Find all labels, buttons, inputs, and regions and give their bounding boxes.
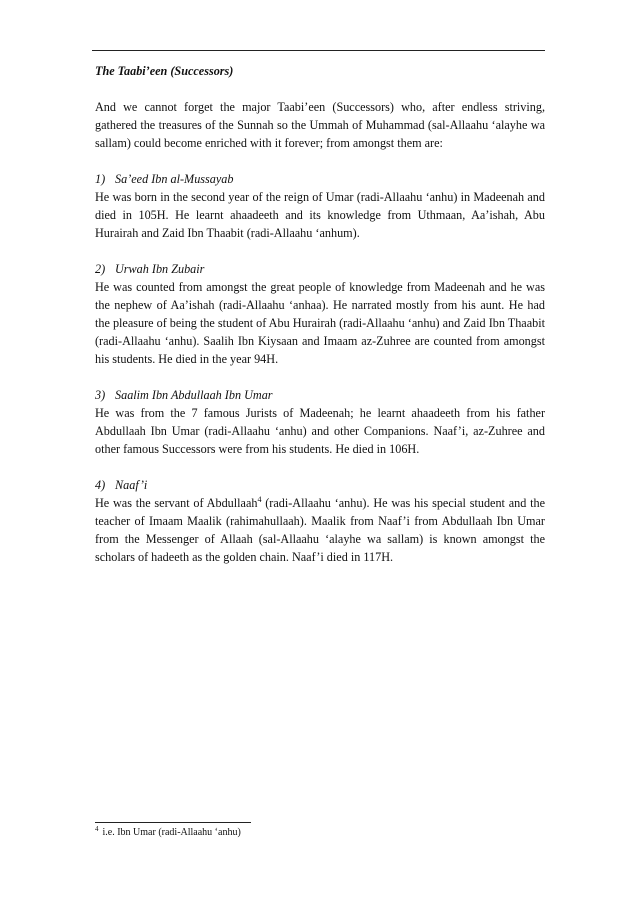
section-title: Urwah Ibn Zubair <box>115 262 205 276</box>
section-heading <box>95 170 545 188</box>
section-body <box>95 494 545 566</box>
section-body-text: He was the servant of Abdullaah <box>95 496 258 510</box>
section-title: Naaf’i <box>115 478 148 492</box>
section-1 <box>95 170 545 242</box>
section-body: He was from the 7 famous Jurists of Madeenah; he learnt ahaadeeth from his father Abdullaah Ibn Umar (radi-Allaahu ‘anhu) and other Companions. Naaf’i, az-Zuhree and other famous Successors were from his students. He died in 106H. <box>95 406 545 456</box>
section-number: 1) <box>95 172 106 186</box>
footnote-marker: 4 <box>95 824 99 833</box>
section-body: He was born in the second year of the reign of Umar (radi-Allaahu ‘anhu) in Madeenah and died in 105H. He learnt ahaadeeth and its knowledge from Uthmaan, Aa’ishah, Abu Hurairah and Zaid Ibn Thaabit (radi-Allaahu ‘anhum). <box>95 190 545 240</box>
footnote-text: i.e. Ibn Umar (radi-Allaahu ‘anhu) <box>102 827 241 838</box>
intro-paragraph: And we cannot forget the major Taabi’een (Successors) who, after endless striving, gathered the treasures of the Sunnah so the Ummah of Muhammad (sal-Allaahu ‘alayhe wa sallam) could become enriched with it forever; from amongst them are: <box>95 100 545 150</box>
section-heading <box>95 476 545 494</box>
section-heading <box>95 386 545 404</box>
section-3 <box>95 386 545 458</box>
footnote-reference[interactable]: 4 <box>257 494 262 504</box>
section-number: 2) <box>95 262 106 276</box>
section-body-text: (radi-Allaahu ‘anhu). He was his special student and the teacher of Imaam Maalik (rahimahullaah). Maalik from Naaf’i from Abdullaah Ibn Umar from the Messenger of Allaah (sal-Allaahu ‘alayhe wa sallam) is known amongst the scholars of hadeeth as the golden chain. Naaf’i died in 117H. <box>95 496 545 564</box>
header-rule <box>92 50 545 51</box>
footnote-rule <box>95 822 251 823</box>
section-title: Sa’eed Ibn al-Mussayab <box>115 172 234 186</box>
section-2 <box>95 260 545 368</box>
section-number: 3) <box>95 388 106 402</box>
document-body <box>95 62 545 584</box>
section-4 <box>95 476 545 566</box>
document-title: The Taabi’een (Successors) <box>95 64 234 78</box>
section-heading <box>95 260 545 278</box>
section-body: He was counted from amongst the great people of knowledge from Madeenah and he was the nephew of Aa’ishah (radi-Allaahu ‘anhaa). He narrated mostly from his aunt. He had the pleasure of being the student of Abu Hurairah (radi-Allaahu ‘anhu) and Zaid Ibn Thaabit (radi-Allaahu ‘anhu). Saalih Ibn Kiysaan and Imaam az-Zuhree are counted from amongst his students. He died in the year 94H. <box>95 280 545 366</box>
section-title: Saalim Ibn Abdullaah Ibn Umar <box>115 388 273 402</box>
footnote <box>95 826 241 840</box>
section-number: 4) <box>95 478 106 492</box>
